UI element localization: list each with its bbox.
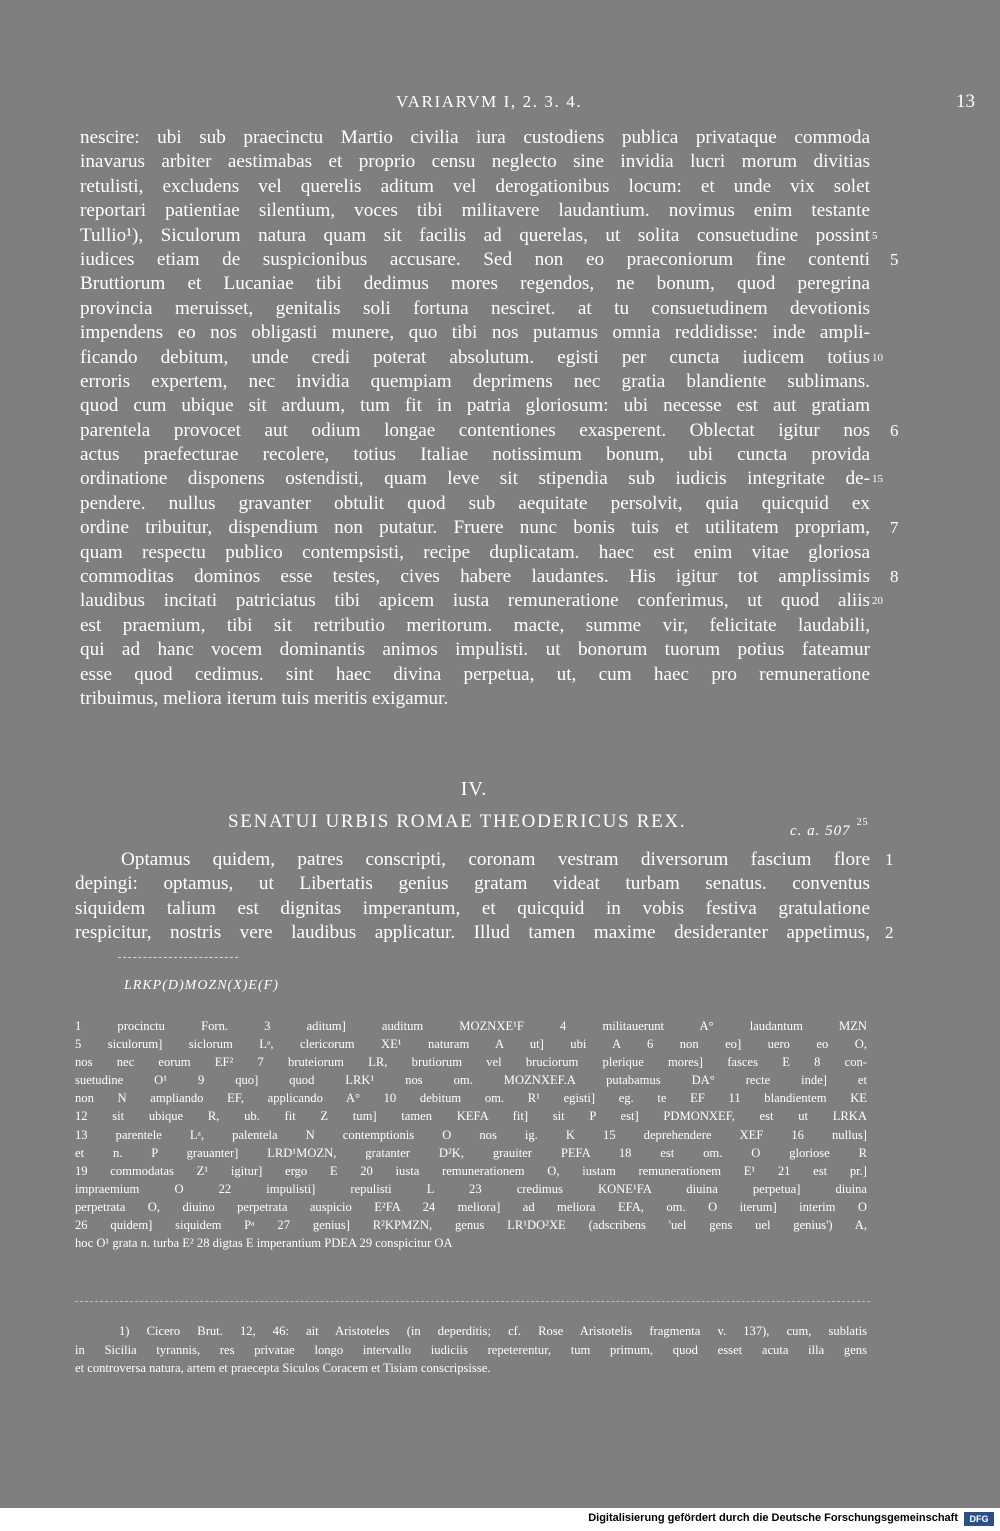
text-line	[80, 541, 870, 565]
line-number: 20	[872, 595, 883, 608]
text-line	[80, 370, 870, 394]
line-text: impendens eo nos obligasti munere, quo tibi nos putamus omnia reddidisse: inde ampli-	[80, 322, 870, 344]
text-line	[75, 1071, 867, 1089]
text-line	[75, 1107, 867, 1125]
line-text: quam respectu publico contempsisti, recipe duplicatam. haec est enim vitae gloriosa	[80, 541, 870, 563]
line-text: qui ad hanc vocem dominantis animos impulisti. ut bonorum tuorum potius fateamur	[80, 639, 870, 661]
line-text: reportari patientiae silentium, voces tibi militavere laudantium. novimus enim testante	[80, 200, 870, 222]
line-text: hoc O¹ grata n. turba E² 28 digtas E imperantium PDEA 29 conspicitur OA	[75, 1236, 453, 1251]
section-number: 2	[885, 923, 894, 943]
text-line	[80, 321, 870, 345]
text-line	[80, 565, 899, 589]
line-text: commoditas dominos esse testes, cives habere laudantes. His igitur tot amplissimis	[80, 566, 870, 588]
text-line	[80, 589, 883, 613]
text-line	[80, 272, 870, 296]
text-line	[80, 516, 899, 540]
line-text: siquidem talium est dignitas imperantum, et quicquid in vobis festiva gratulatione	[75, 897, 870, 919]
text-line	[80, 126, 870, 150]
line-text: ordinatione disponens ostendisti, quam leve sit stipendia sub iudicis integritate de-	[80, 468, 870, 490]
text-line	[80, 419, 899, 443]
text-line	[75, 1126, 867, 1144]
text-line	[80, 687, 870, 711]
line-text: 12 sit ubique R, ub. fit Z tum] tamen KEFA fit] sit P est] PDMONXEF, est ut LRKA	[75, 1109, 867, 1124]
line-text: iudices etiam de suspicionibus accusare. Sed non eo praeconiorum fine contenti	[80, 248, 870, 270]
text-line	[80, 467, 883, 491]
text-line	[75, 1359, 867, 1378]
text-line	[80, 199, 870, 223]
text-line	[75, 1053, 867, 1071]
line-text: tribuimus, meliora iterum tuis meritis exigamur.	[80, 687, 449, 709]
footer-bar	[0, 1508, 1000, 1531]
line-text: 19 commodatas Z¹ igitur] ergo E 20 iusta remunerationem O, iustam remunerationem E¹ 21 est pr.]	[75, 1163, 867, 1178]
section-number: 8	[890, 567, 899, 587]
line-text: quod cum ubique sit arduum, tum fit in patria gloriosum: ubi necesse est aut gratiam	[80, 395, 870, 417]
line-text: depingi: optamus, ut Libertatis genius gratam videat turbam senatus. conventus	[75, 873, 870, 895]
text-line	[75, 921, 894, 945]
line-text: ordine tribuitur, dispendium non putatur. Fruere nunc bonis tuis et utilitatem propriam,	[80, 517, 870, 539]
text-line	[75, 897, 870, 921]
manuscript-sigla: LRKP(D)MOZN(X)E(F)	[124, 978, 279, 993]
text-line	[80, 443, 870, 467]
text-line	[75, 1322, 867, 1341]
line-text: erroris expertem, nec invidia quempiam deprimens nec gratia blandiente sublimans.	[80, 370, 870, 392]
text-line	[80, 150, 870, 174]
line-text: actus praefecturae recolere, totius Italiae notissimum bonum, ubi cuncta provida	[80, 444, 870, 466]
line-text: Optamus quidem, patres conscripti, coronam vestram diversorum fascium flore	[121, 849, 870, 870]
text-line	[75, 1017, 867, 1035]
line-text: provincia meruisset, genitalis soli fortuna nesciret. at tu consuetudinem devotionis	[80, 297, 870, 319]
line-text: 1) Cicero Brut. 12, 46: ait Aristoteles (in deperditis; cf. Rose Aristotelis fragmenta v. 137), cum, sublatis	[119, 1324, 867, 1338]
text-line	[80, 394, 870, 418]
section-number: 7	[890, 518, 899, 538]
line-text: pendere. nullus gravanter obtulit quod sub aequitate persolvit, quia quicquid ex	[80, 492, 870, 514]
footnote-divider	[75, 1301, 870, 1303]
line-text: inavarus arbiter aestimabas et proprio censu neglecto sine invidia lucri morum divitias	[80, 151, 870, 173]
text-line	[80, 614, 870, 638]
section-number: 1	[885, 850, 894, 869]
line-text: retulisti, excludens vel querelis aditum vel derogationibus locum: et unde vix solet	[80, 175, 870, 197]
text-line	[80, 492, 870, 516]
line-text: impraemium O 22 impulisti] repulisti L 23 credimus KONE¹FA diuina perpetua] diuina	[75, 1181, 867, 1196]
line-text: respicitur, nostris vere laudibus applicatur. Illud tamen maxime desideranter appetimus,	[75, 922, 870, 944]
running-title: VARIARVM I, 2. 3. 4.	[396, 92, 583, 111]
page-number: 13	[956, 91, 975, 112]
line-text: perpetrata O, diuino perpetrata auspicio E²FA 24 meliora] ad meliora EFA, om. O iterum] interim O	[75, 1199, 867, 1214]
text-line	[80, 297, 870, 321]
line-text: esse quod cedimus. sint haec divina perpetua, ut, cum haec pro remuneratione	[80, 663, 870, 685]
text-line	[75, 1198, 867, 1216]
line-number: 5	[872, 229, 878, 242]
line-text: est praemium, tibi sit retributio meritorum. macte, summe vir, felicitate laudabili,	[80, 614, 870, 636]
line-text: 26 quidem] siquidem Pᵃ 27 genius] R²KPMZN, genus LR¹DO²XE (adscribens 'uel gens uel genius') A,	[75, 1218, 867, 1233]
line-text: parentela provocet aut odium longae contentiones exasperent. Oblectat igitur nos	[80, 419, 870, 441]
line-text: 13 parentele Lᵃ, palentela N contemptionis O nos ig. K 15 deprehendere XEF 16 nullus]	[75, 1127, 867, 1142]
section-number: 6	[890, 420, 899, 440]
line-text: ficando debitum, unde credi poterat absolutum. egisti per cuncta iudicem totius	[80, 346, 870, 368]
text-line	[80, 175, 870, 199]
line-text: Bruttiorum et Lucaniae tibi dedimus mores regendos, ne bonum, quod peregrina	[80, 273, 870, 295]
text-line	[80, 248, 899, 272]
footnote	[75, 1322, 867, 1378]
text-line	[75, 1035, 867, 1053]
dfg-logo-icon: DFG	[964, 1512, 994, 1526]
text-line	[75, 1180, 867, 1198]
text-line	[75, 1234, 867, 1252]
line-text: suetudine O¹ 9 quo] quod LRK¹ nos om. MOZNXEF.A putabamus DA° recte inde] et	[75, 1073, 867, 1088]
text-line	[75, 1144, 867, 1162]
letter-title: SENATUI URBIS ROMAE THEODERICUS REX.	[228, 811, 687, 832]
section-number: 5	[890, 249, 899, 269]
letter-number: IV.	[460, 778, 488, 800]
line-text: nescire: ubi sub praecinctu Martio civilia iura custodiens publica privataque commoda	[80, 127, 870, 148]
line-text: Tullio¹), Siculorum natura quam sit facilis ad querelas, ut solita consuetudine possint	[80, 224, 870, 246]
text-line	[80, 346, 883, 370]
line-number: 15	[872, 473, 883, 486]
letter-date-line-number: 25	[856, 817, 869, 828]
letter-text	[75, 848, 894, 946]
line-text: nos nec eorum EF² 7 bruteiorum LR, brutiorum vel bruciorum plerique mores] fasces E 8 con-	[75, 1055, 867, 1070]
divider	[118, 957, 238, 959]
body-text	[80, 126, 899, 711]
letter-date-text: c. a. 507	[790, 823, 851, 839]
line-text: et controversa natura, artem et praecepta Siculos Coracem et Tisiam conscripsisse.	[75, 1361, 491, 1375]
line-text: non N ampliando EF, applicando A° 10 debitum om. R¹ egisti] eg. te EF 11 blandientem KE	[75, 1091, 867, 1106]
line-text: laudibus incitati patriciatus tibi apicem iusta remuneratione conferimus, ut quod aliis	[80, 590, 870, 612]
critical-apparatus	[75, 1017, 867, 1252]
text-line	[75, 1216, 867, 1234]
line-text: 5 siculorum] siclorum Lᵃ, clericorum XE¹ naturam A ut] ubi A 6 non eo] uero eo O,	[75, 1037, 867, 1052]
text-line	[75, 1162, 867, 1180]
line-text: in Sicilia tyrannis, res privatae longo intervallo iudiciis repeterentur, tum primum, quod esset acuta illa gens	[75, 1342, 867, 1357]
line-text: 1 procinctu Forn. 3 aditum] auditum MOZNXE¹F 4 militauerunt A° laudantum MZN	[75, 1019, 867, 1033]
text-line	[75, 848, 894, 872]
letter-date	[790, 817, 869, 840]
text-line	[75, 1089, 867, 1107]
line-number: 10	[872, 351, 883, 364]
text-line	[80, 638, 870, 662]
line-text: et n. P grauanter] LRD¹MOZN, gratanter D²K, grauiter PEFA 18 est om. O gloriose R	[75, 1145, 867, 1160]
text-line	[80, 663, 870, 687]
text-line	[75, 872, 870, 896]
text-line	[75, 1341, 867, 1360]
text-line	[80, 224, 878, 248]
footer-credit: Digitalisierung gefördert durch die Deutsche Forschungsgemeinschaft	[588, 1512, 958, 1524]
